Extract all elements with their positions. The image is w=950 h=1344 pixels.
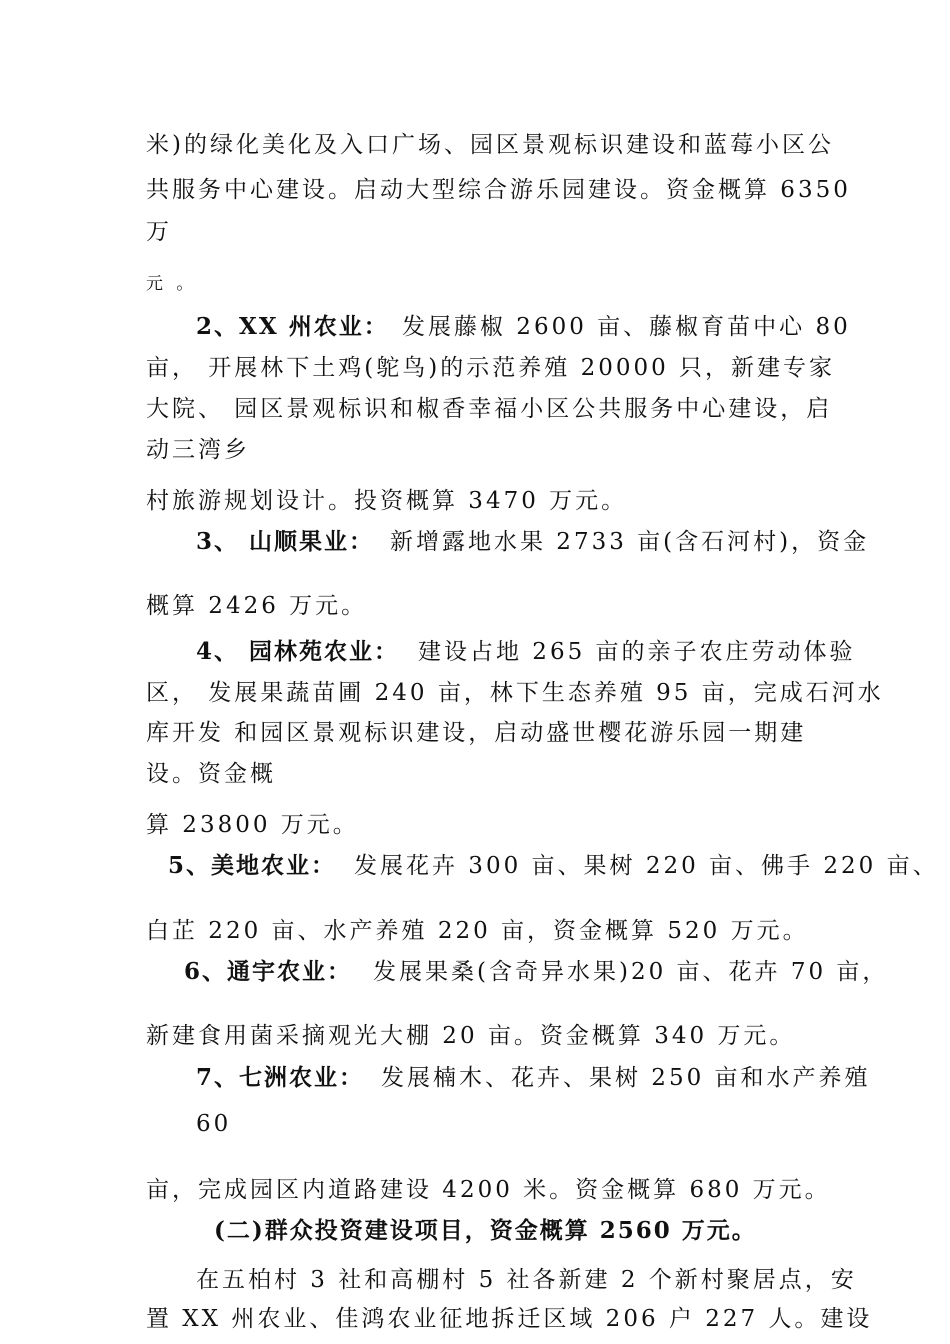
body-line: 概算 2426 万元。 <box>146 593 368 619</box>
body-line: 在五柏村 3 社和高棚村 5 社各新建 2 个新村聚居点，安 <box>196 1267 857 1293</box>
body-line: 大院、 园区景观标识和椒香幸福小区公共服务中心建设，启 <box>146 396 833 422</box>
section-heading: 6、通宇农业： <box>184 958 353 985</box>
body-line: 共服务中心建设。启动大型综合游乐园建设。资金概算 6350 <box>146 177 851 203</box>
body-line: 区， 发展果蔬苗圃 240 亩，林下生态养殖 95 亩，完成石河水 <box>146 680 884 706</box>
body-line: 米)的绿化美化及入口广场、园区景观标识建设和蓝莓小区公 <box>146 132 834 158</box>
body-line: 白芷 220 亩、水产养殖 220 亩，资金概算 520 万元。 <box>146 918 809 944</box>
section-heading: 5、美地农业： <box>168 852 337 879</box>
body-line: 动三湾乡 <box>146 437 250 463</box>
body-line: 发展藤椒 2600 亩、藤椒育苗中心 80 <box>402 314 851 340</box>
body-line: 新增露地水果 2733 亩(含石河村)，资金 <box>390 529 870 555</box>
body-line: 60 <box>196 1111 232 1137</box>
body-line: 发展楠木、花卉、果树 250 亩和水产养殖 <box>381 1065 871 1091</box>
body-line: 发展花卉 300 亩、果树 220 亩、佛手 220 亩、 <box>354 853 939 879</box>
body-line: 库开发 和园区景观标识建设，启动盛世樱花游乐园一期建 <box>146 720 807 746</box>
body-line: 亩，完成园区内道路建设 4200 米。资金概算 680 万元。 <box>146 1177 831 1203</box>
body-line: 置 XX 州农业、佳鸿农业征地拆迁区域 206 户 227 人。建设 <box>146 1306 873 1332</box>
section-heading: 7、七洲农业： <box>196 1064 365 1091</box>
body-line: 新建食用菌采摘观光大棚 20 亩。资金概算 340 万元。 <box>146 1023 796 1049</box>
section-heading: 4、 园林苑农业： <box>196 638 400 665</box>
section-heading: 3、 山顺果业： <box>196 528 375 555</box>
section-heading: (二)群众投资建设项目，资金概算 2560 万元。 <box>214 1217 757 1244</box>
body-line: 元 。 <box>146 274 198 294</box>
body-line: 村旅游规划设计。投资概算 3470 万元。 <box>146 488 628 514</box>
body-line: 设。资金概 <box>146 761 276 787</box>
body-line: 建设占地 265 亩的亲子农庄劳动体验 <box>418 639 856 665</box>
section-heading: 2、XX 州农业： <box>196 313 389 340</box>
body-line: 算 23800 万元。 <box>146 812 359 838</box>
body-line: 万 <box>146 219 172 245</box>
body-line: 亩， 开展林下土鸡(鸵鸟)的示范养殖 20000 只，新建专家 <box>146 355 836 381</box>
body-line: 发展果桑(含奇异水果)20 亩、花卉 70 亩， <box>373 959 889 985</box>
